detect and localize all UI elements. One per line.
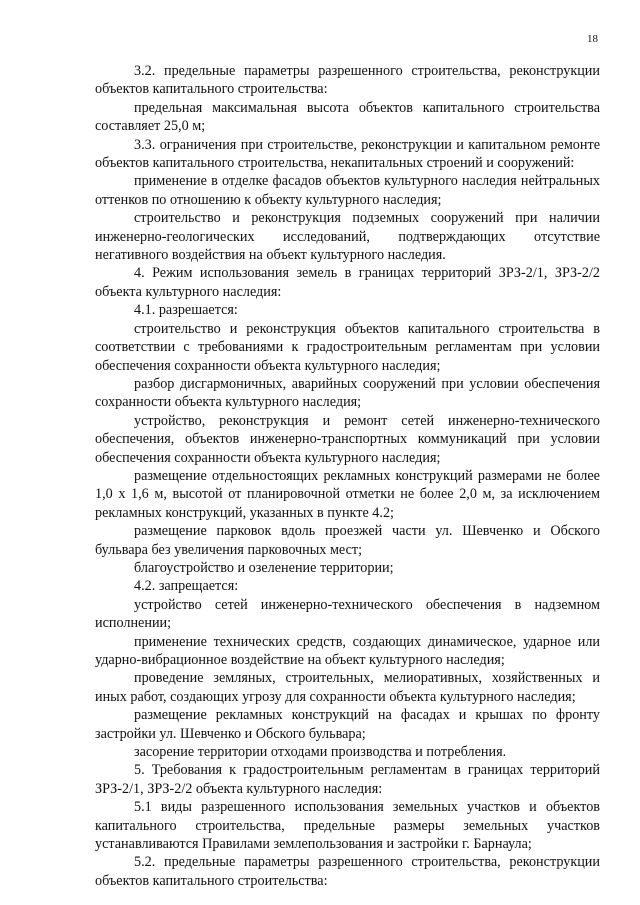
paragraph: применение технических средств, создающих динамическое, ударное или ударно-вибрационное воздействие на объект культурного наследия; — [95, 633, 600, 668]
document-body — [95, 62, 600, 890]
paragraph: 5.1 виды разрешенного использования земельных участков и объектов капитального строительства, предельные размеры земельных участков устанавливаются Правилами землепользования и застройки г. Барнаула; — [95, 799, 600, 853]
paragraph: предельная максимальная высота объектов капитального строительства составляет 25,0 м; — [95, 99, 600, 135]
page-number: 18 — [587, 33, 598, 45]
paragraph: устройство сетей инженерно-технического обеспечения в надземном исполнении; — [95, 596, 600, 632]
paragraph: применение в отделке фасадов объектов культурного наследия нейтральных оттенков по отношению к объекту культурного наследия; — [95, 173, 600, 208]
paragraph: проведение земляных, строительных, мелиоративных, хозяйственных и иных работ, создающих угрозу для сохранности объекта культурного наследия; — [95, 670, 600, 705]
paragraph: строительство и реконструкция подземных сооружений при наличии инженерно-геологических исследований, подтверждающих отсутствие негативного воздействия на объект культурного наследия. — [95, 210, 600, 264]
paragraph: засорение территории отходами производства и потребления. — [134, 744, 507, 761]
paragraph: 5. Требования к градостроительным регламентам в границах территорий ЗРЗ-2/1, ЗРЗ-2/2 объекта культурного наследия: — [95, 762, 600, 797]
paragraph: 3.2. предельные параметры разрешенного строительства, реконструкции объектов капитального строительства: — [95, 63, 600, 98]
paragraph: размещение рекламных конструкций на фасадах и крышах по фронту застройки ул. Шевченко и Обского бульвара; — [95, 707, 600, 742]
paragraph: размещение парковок вдоль проезжей части ул. Шевченко и Обского бульвара без увеличения парковочных мест; — [95, 523, 600, 558]
paragraph: 4.2. запрещается: — [134, 578, 239, 595]
paragraph: устройство, реконструкция и ремонт сетей инженерно-технического обеспечения, объектов инженерно-транспортных коммуникаций при условии обеспечения сохранности объекта культурного наследия; — [95, 412, 600, 466]
paragraph: размещение отдельностоящих рекламных конструкций размерами не более 1,0 х 1,6 м, высотой от планировочной отметки не более 2,0 м, за исключением рекламных конструкций, указанных в пункте 4.2; — [95, 467, 600, 521]
paragraph: 3.3. ограничения при строительстве, реконструкции и капитальном ремонте объектов капитального строительства, некапитальных строений и сооружений: — [95, 136, 600, 172]
paragraph: 4.1. разрешается: — [134, 302, 238, 319]
paragraph: разбор дисгармоничных, аварийных сооружений при условии обеспечения сохранности объекта культурного наследия; — [95, 375, 600, 411]
paragraph: 5.2. предельные параметры разрешенного строительства, реконструкции объектов капитального строительства: — [95, 854, 600, 889]
paragraph: строительство и реконструкция объектов капитального строительства в соответствии с требованиями к градостроительным регламентам при условии обеспечения сохранности объекта культурного наследия; — [95, 320, 600, 374]
paragraph: 4. Режим использования земель в границах территорий ЗРЗ-2/1, ЗРЗ-2/2 объекта культурного наследия: — [95, 265, 600, 300]
paragraph: благоустройство и озеленение территории; — [134, 559, 394, 576]
